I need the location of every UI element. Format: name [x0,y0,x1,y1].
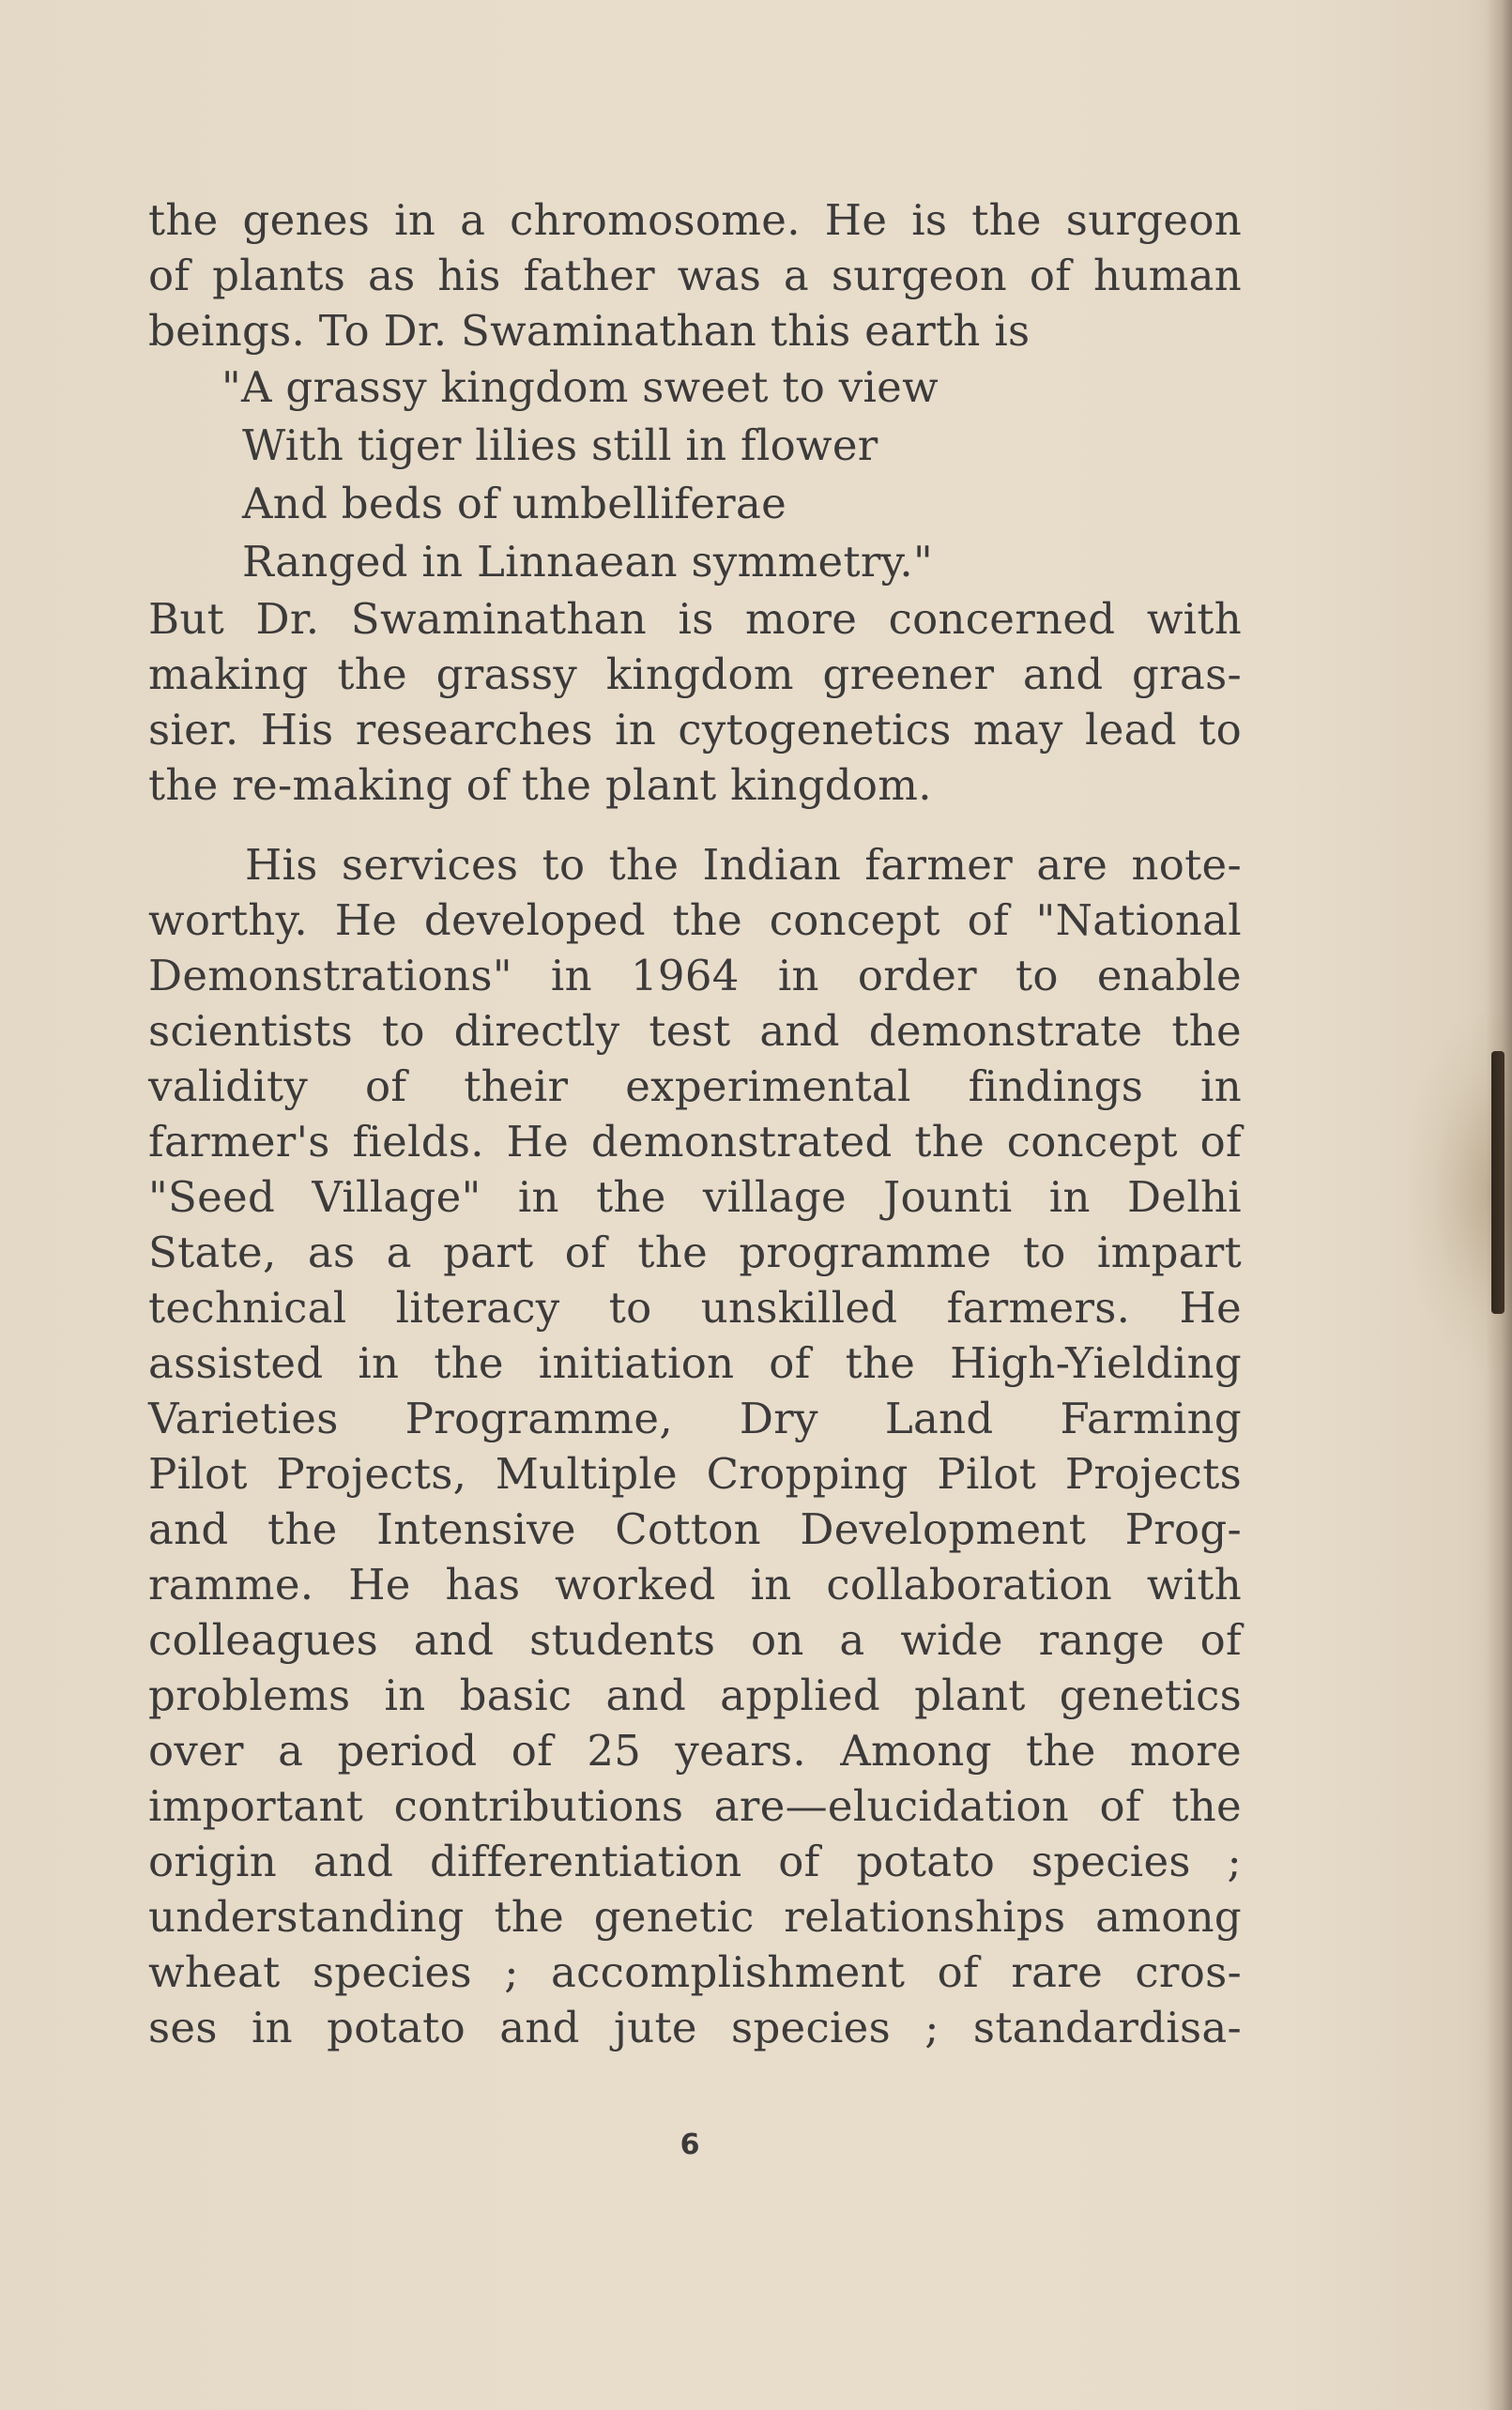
text-line: understanding the genetic relationships among [148,1892,1242,1942]
text-line: problems in basic and applied plant genetics [148,1670,1242,1720]
text-line: wheat species ; accomplishment of rare cros- [148,1947,1242,1997]
text-line: Varieties Programme, Dry Land Farming [148,1394,1242,1443]
text-line: Pilot Projects, Multiple Cropping Pilot Projects [148,1449,1242,1499]
text-line: the genes in a chromosome. He is the surgeon [148,195,1242,245]
text-line: Demonstrations" in 1964 in order to enable [148,951,1242,1000]
text-line: of plants as his father was a surgeon of human [148,251,1242,300]
text-line: farmer's fields. He demonstrated the concept of [148,1117,1242,1167]
text-line: origin and differentiation of potato species ; [148,1837,1242,1886]
text-line: worthy. He developed the concept of "National [148,895,1242,945]
text-line: important contributions are—elucidation of the [148,1781,1242,1831]
text-line: over a period of 25 years. Among the more [148,1726,1242,1776]
verse-line: And beds of umbelliferae [242,479,787,528]
text-line: beings. To Dr. Swaminathan this earth is [148,306,1031,356]
text-line: technical literacy to unskilled farmers. He [148,1283,1242,1333]
text-line: ramme. He has worked in collaboration with [148,1560,1242,1609]
verse-line: "A grassy kingdom sweet to view [221,362,939,412]
page-number: 6 [680,2128,700,2161]
text-line: But Dr. Swaminathan is more concerned with [148,594,1242,644]
text-line: sier. His researches in cytogenetics may lead to [148,705,1242,755]
text-line: validity of their experimental findings in [148,1061,1242,1111]
paragraph-gap [148,813,1242,837]
verse-line: Ranged in Linnaean symmetry." [242,537,933,587]
body-text [148,192,1242,2055]
text-line: making the grassy kingdom greener and gras- [148,649,1242,699]
text-line: scientists to directly test and demonstrate the [148,1006,1242,1056]
verse-line: With tiger lilies still in flower [242,420,878,470]
text-line: ses in potato and jute species ; standardisa- [148,2003,1242,2052]
text-line: the re-making of the plant kingdom. [148,760,932,810]
text-line: His services to the Indian farmer are note- [245,840,1242,890]
text-line: "Seed Village" in the village Jounti in Delhi [148,1172,1242,1222]
text-line: assisted in the initiation of the High-Yielding [148,1338,1242,1388]
text-line: State, as a part of the programme to impart [148,1228,1242,1277]
text-line: colleagues and students on a wide range of [148,1615,1242,1665]
page-edge-shadow [1486,0,1512,2410]
text-line: and the Intensive Cotton Development Prog- [148,1504,1242,1554]
